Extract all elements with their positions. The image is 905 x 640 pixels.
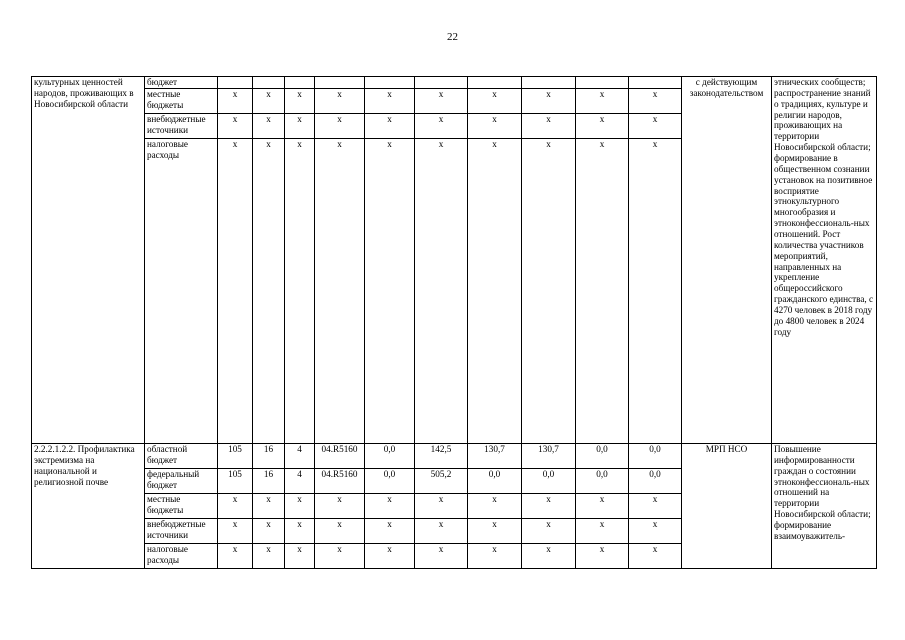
value-cell — [315, 77, 365, 89]
value-cell: х — [415, 544, 468, 569]
value-cell: 0,0 — [576, 469, 629, 494]
value-cell: х — [468, 519, 522, 544]
value-cell: х — [285, 89, 315, 114]
value-cell: х — [285, 519, 315, 544]
value-cell: х — [218, 494, 253, 519]
value-cell: 142,5 — [415, 444, 468, 469]
value-cell: х — [315, 494, 365, 519]
value-cell: х — [365, 544, 415, 569]
value-cell: 04.R5160 — [315, 469, 365, 494]
value-cell: х — [629, 89, 682, 114]
expected-result-cell: этнических сообществ; распространение знаний о традициях, культуре и религии народов, проживающих на территории Новосибирской области; формирование в общественном сознании установок на позитивное восприятие этнокультурного многообразия и этноконфессиональ-ных отношений. Рост количества участников мероприятий, направленных на укрепление общероссийского гражданского единства, с 4270 человек в 2018 году до 4800 человек в 2024 году — [772, 77, 877, 444]
value-cell: х — [468, 494, 522, 519]
value-cell: х — [365, 114, 415, 139]
value-cell: х — [522, 494, 576, 519]
value-cell: х — [253, 494, 285, 519]
value-cell: х — [365, 519, 415, 544]
executor-cell: МРП НСО — [682, 444, 772, 569]
value-cell — [365, 77, 415, 89]
value-cell: х — [576, 89, 629, 114]
value-cell: 0,0 — [629, 444, 682, 469]
value-cell: х — [365, 139, 415, 444]
value-cell: 130,7 — [468, 444, 522, 469]
value-cell: х — [576, 544, 629, 569]
value-cell — [253, 77, 285, 89]
value-cell: х — [218, 544, 253, 569]
value-cell: х — [576, 139, 629, 444]
value-cell: 130,7 — [522, 444, 576, 469]
value-cell: х — [253, 519, 285, 544]
value-cell: х — [415, 89, 468, 114]
value-cell: 0,0 — [365, 469, 415, 494]
value-cell — [629, 77, 682, 89]
value-cell — [522, 77, 576, 89]
value-cell: х — [522, 114, 576, 139]
funding-source: налоговые расходы — [145, 139, 218, 444]
value-cell: 0,0 — [629, 469, 682, 494]
value-cell: 105 — [218, 469, 253, 494]
funding-source: бюджет — [145, 77, 218, 89]
executor-cell: с действующим законодательством — [682, 77, 772, 444]
value-cell: 04.R5160 — [315, 444, 365, 469]
value-cell: х — [285, 114, 315, 139]
funding-source: местные бюджеты — [145, 89, 218, 114]
value-cell: х — [629, 494, 682, 519]
value-cell: х — [415, 139, 468, 444]
value-cell: х — [218, 89, 253, 114]
value-cell: х — [576, 114, 629, 139]
value-cell: х — [365, 494, 415, 519]
value-cell: 4 — [285, 469, 315, 494]
value-cell: х — [522, 139, 576, 444]
funding-source: федеральный бюджет — [145, 469, 218, 494]
program-activities-table — [31, 76, 877, 569]
value-cell: х — [415, 114, 468, 139]
value-cell: 16 — [253, 444, 285, 469]
value-cell: х — [253, 544, 285, 569]
value-cell — [285, 77, 315, 89]
value-cell: х — [218, 519, 253, 544]
value-cell: х — [415, 494, 468, 519]
expected-result-cell: Повышение информированности граждан о состоянии этноконфессиональ-ных отношений на территории Новосибирской области; формирование взаимоуважитель- — [772, 444, 877, 569]
value-cell: х — [218, 139, 253, 444]
value-cell: х — [629, 544, 682, 569]
value-cell: 0,0 — [365, 444, 415, 469]
value-cell — [468, 77, 522, 89]
value-cell: х — [629, 519, 682, 544]
value-cell: 0,0 — [576, 444, 629, 469]
funding-source: местные бюджеты — [145, 494, 218, 519]
value-cell: х — [218, 114, 253, 139]
value-cell: х — [415, 519, 468, 544]
value-cell: х — [285, 139, 315, 444]
value-cell: х — [468, 114, 522, 139]
funding-source: налоговые расходы — [145, 544, 218, 569]
value-cell — [218, 77, 253, 89]
value-cell: х — [522, 544, 576, 569]
value-cell: х — [629, 139, 682, 444]
value-cell: х — [315, 544, 365, 569]
value-cell: 0,0 — [468, 469, 522, 494]
value-cell: х — [522, 89, 576, 114]
value-cell: 0,0 — [522, 469, 576, 494]
value-cell: х — [315, 519, 365, 544]
activity-name: 2.2.2.1.2.2. Профилактика экстремизма на национальной и религиозной почве — [32, 444, 145, 569]
funding-source: областной бюджет — [145, 444, 218, 469]
value-cell: х — [285, 544, 315, 569]
funding-source: внебюджетные источники — [145, 114, 218, 139]
value-cell — [576, 77, 629, 89]
value-cell: х — [522, 519, 576, 544]
table-row — [32, 444, 877, 469]
table-row — [32, 77, 877, 89]
page-number: 22 — [447, 31, 458, 43]
value-cell: х — [285, 494, 315, 519]
value-cell: х — [468, 544, 522, 569]
value-cell: х — [576, 494, 629, 519]
value-cell: х — [468, 89, 522, 114]
value-cell: х — [315, 114, 365, 139]
value-cell: х — [576, 519, 629, 544]
value-cell: х — [365, 89, 415, 114]
value-cell: х — [468, 139, 522, 444]
value-cell: 16 — [253, 469, 285, 494]
value-cell: х — [315, 139, 365, 444]
value-cell: 4 — [285, 444, 315, 469]
value-cell: х — [253, 139, 285, 444]
value-cell: х — [629, 114, 682, 139]
value-cell — [415, 77, 468, 89]
value-cell: х — [253, 114, 285, 139]
funding-source: внебюджетные источники — [145, 519, 218, 544]
activity-name: культурных ценностей народов, проживающих в Новосибирской области — [32, 77, 145, 444]
value-cell: х — [253, 89, 285, 114]
value-cell: х — [315, 89, 365, 114]
value-cell: 105 — [218, 444, 253, 469]
value-cell: 505,2 — [415, 469, 468, 494]
